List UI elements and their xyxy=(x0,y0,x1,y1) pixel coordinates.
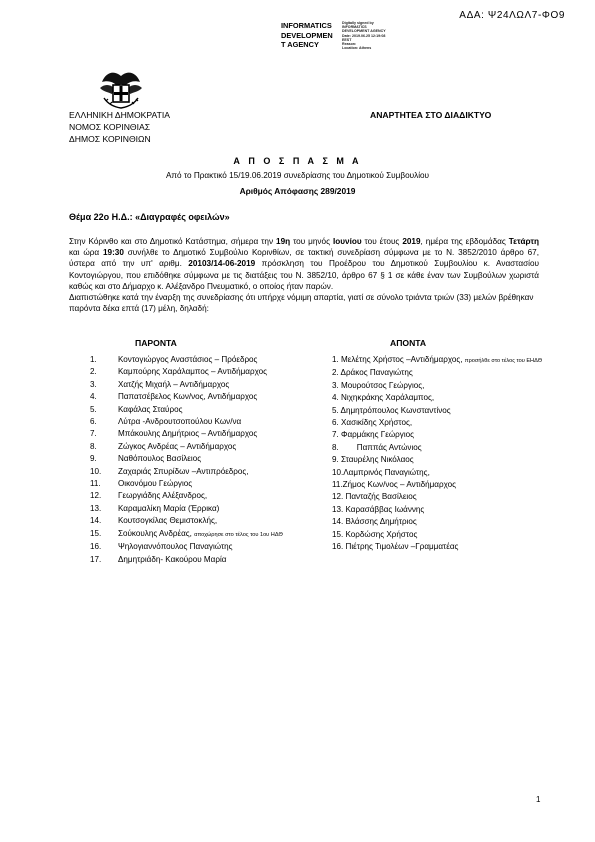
document-subtitle: Από το Πρακτικό 15/19.06.2019 συνεδρίασης του Δημοτικού Συμβουλίου xyxy=(165,171,430,180)
list-item xyxy=(90,354,320,366)
list-item: 12. Πανταζής Βασίλειος xyxy=(332,492,417,502)
list-item xyxy=(90,515,320,527)
issuer-line: ΕΛΛΗΝΙΚΗ ΔΗΜΟΚΡΑΤΙΑ xyxy=(69,110,170,120)
absent-list xyxy=(332,354,557,554)
member-name: Ζώγκος Ανδρέας – Αντιδήμαρχος xyxy=(118,441,237,451)
absent-heading: ΑΠΟΝΤΑ xyxy=(390,338,427,348)
list-item: 11.Ζήμος Κων/νος – Αντιδήμαρχος xyxy=(332,480,457,490)
item-number: 17. xyxy=(90,554,102,564)
page-number: 1 xyxy=(536,795,541,804)
member-name: Ζαχαριάς Σπυρίδων –Αντιπρόεδρος, xyxy=(118,466,249,476)
member-name: 1. Μελέτης Χρήστος –Αντιδήμαρχος, xyxy=(332,355,465,364)
signature-detail-line: Date: 2019.06.25 12:19:08 xyxy=(342,33,386,38)
member-name: Καραμαλίκη Μαρία (Έρρικα) xyxy=(118,503,220,513)
item-number: 13. xyxy=(90,503,102,513)
text-span: πρόσκληση του Προέδρου του Δημοτικού Συμβουλίου κ. Αναστασίου Κοντογιώργου, που επιδόθηκε σύμφωνα με τις διατάξεις του Ν. 3852/10, άρθρο 67 § 1 σε κάθε έναν των Συμβούλων χωριστά καθώς και στο Δήμαρχο κ. Αλέξανδρο Πνευματικό, ο οποίος ήταν παρών. xyxy=(69,259,539,291)
item-number: 10. xyxy=(90,466,102,476)
member-name: Ψηλογιαννόπουλος Παναγιώτης xyxy=(118,542,233,552)
member-name: Καμπούρης Χαράλαμπος – Αντιδήμαρχος xyxy=(118,367,268,377)
present-heading: ΠΑΡΟΝΤΑ xyxy=(135,338,177,348)
item-number: 8. xyxy=(90,441,97,451)
item-number: 4. xyxy=(90,392,97,402)
ada-code: ΑΔΑ: Ψ24ΛΩΛ7-ΦΟ9 xyxy=(459,10,565,21)
item-number: 16. xyxy=(90,542,102,552)
list-item: 15. Κορδώσης Χρήστος xyxy=(332,529,418,539)
decision-number: Αριθμός Απόφασης 289/2019 xyxy=(239,186,356,196)
list-item xyxy=(90,490,320,502)
list-item: 6. Χασικίδης Χρήστος, xyxy=(332,418,413,428)
item-number: 15. xyxy=(90,528,102,538)
item-number: 7. xyxy=(90,429,97,439)
issuer-line: ΔΗΜΟΣ ΚΟΡΙΝΘΙΩΝ xyxy=(69,134,151,144)
signature-agency-line: INFORMATICS xyxy=(281,21,332,30)
paragraph-quorum: Διαπιστώθηκε κατά την έναρξη της συνεδρίασης ότι υπήρχε νόμιμη απαρτία, γιατί σε σύνολο τριάντα τριών (33) μελών βρέθηκαν παρόντα δέκα επτά (17) μέλη, δηλαδή: xyxy=(69,293,534,314)
list-item xyxy=(90,453,320,465)
posting-notice: ΑΝΑΡΤΗΤΕΑ ΣΤΟ ΔΙΑΔΙΚΤΥΟ xyxy=(370,110,492,120)
list-item: 5. Δημητρόπουλος Κωνσταντίνος xyxy=(332,405,451,415)
item-number: 1. xyxy=(90,355,97,364)
list-item: 3. Μουρούτσος Γεώργιος, xyxy=(332,380,425,390)
list-item: 14. Βλάσσης Δημήτριος xyxy=(332,517,417,527)
meeting-day: 19η xyxy=(276,237,291,246)
list-item xyxy=(90,416,320,428)
item-number: 11. xyxy=(90,479,101,489)
list-item xyxy=(90,441,320,453)
text-span: και ώρα xyxy=(69,248,103,258)
item-number: 6. xyxy=(90,417,97,427)
issuer-line: ΝΟΜΟΣ ΚΟΡΙΝΘΙΑΣ xyxy=(69,122,151,132)
list-item: 13. Καρασάββας Ιωάννης xyxy=(332,504,425,514)
list-item: 9. Σταυρέλης Νικόλαος xyxy=(332,455,414,465)
list-item xyxy=(90,478,320,490)
signature-details xyxy=(342,21,392,50)
item-number: 12. xyxy=(90,491,102,501)
list-item: 2. Δράκος Παναγιώτης xyxy=(332,368,413,378)
signature-detail-line: EEST xyxy=(342,37,352,42)
text-span: Στην Κόρινθο και στο Δημοτικό Κατάστημα, σήμερα την xyxy=(69,237,277,246)
signature-detail-line: INFORMATICS xyxy=(342,25,367,30)
meeting-year: 2019 xyxy=(402,237,421,246)
item-number: 9. xyxy=(90,454,97,464)
list-item xyxy=(90,428,320,440)
subject-line: Θέμα 22ο Η.Δ.: «Διαγραφές οφειλών» xyxy=(69,212,230,222)
member-name: Δημητριάδη- Κακούρου Μαρία xyxy=(118,554,227,564)
signature-detail-line: Digitally signed by xyxy=(342,21,374,25)
invitation-ref: 20103/14-06-2019 xyxy=(188,259,256,269)
signature-detail-line: Location: Athens xyxy=(342,46,372,51)
list-item: 10.Λαμπρινός Παναγιώτης, xyxy=(332,467,430,477)
list-item xyxy=(90,528,320,541)
member-name: Καφάλας Σταύρος xyxy=(118,404,183,414)
text-span: του μηνός xyxy=(290,237,333,246)
item-number: 2. xyxy=(90,367,97,377)
paragraph-opening xyxy=(69,236,539,292)
list-item xyxy=(90,503,320,515)
list-item: 8. Παππάς Αντώνιος xyxy=(332,442,422,452)
list-item xyxy=(90,391,320,403)
meeting-weekday: Τετάρτη xyxy=(508,237,540,246)
meeting-time: 19:30 xyxy=(102,248,124,258)
meeting-month: Ιουνίου xyxy=(332,237,362,246)
present-list xyxy=(90,354,320,566)
member-name: Κουτσογκίλας Θεμιστοκλής, xyxy=(118,516,218,526)
list-item xyxy=(90,554,320,566)
signature-detail-line: DEVELOPMENT AGENCY xyxy=(342,29,386,34)
list-item xyxy=(90,379,320,391)
text-span: , ημέρα της εβδομάδας xyxy=(420,237,509,246)
item-number: 3. xyxy=(90,379,97,389)
signature-agency-line: DEVELOPMEN xyxy=(281,30,333,40)
list-item: 4. Νιχηκράκης Χαράλαμπος, xyxy=(332,393,435,403)
signature-agency-name xyxy=(281,21,341,50)
text-span: του έτους xyxy=(361,237,403,246)
member-name: Γεωργιάδης Αλέξανδρος, xyxy=(118,491,208,501)
member-name: Οικονόμου Γεώργιος xyxy=(118,479,193,489)
list-item xyxy=(90,541,320,553)
list-item xyxy=(90,404,320,416)
item-number: 5. xyxy=(90,404,97,414)
item-number: 14. xyxy=(90,516,102,526)
body-text xyxy=(69,236,539,314)
signature-detail-line: Reason: xyxy=(342,42,357,47)
signature-agency-line: T AGENCY xyxy=(281,40,319,49)
list-item: 16. Πιέτρης Τιμολέων –Γραμματέας xyxy=(332,542,459,552)
member-name: Ναθόπουλος Βασίλειος xyxy=(118,454,202,464)
member-name: Σούκουλης Ανδρέας, xyxy=(118,528,195,538)
list-item xyxy=(90,366,320,378)
list-item: 7. Φαρμάκης Γεώργιος xyxy=(332,430,415,440)
greek-emblem-icon xyxy=(98,68,144,110)
member-name: Μπάκουλης Δημήτριος – Αντιδήμαρχος xyxy=(118,429,258,439)
member-name: Λύτρα -Ανδρουτσοπούλου Κων/να xyxy=(118,417,242,427)
member-note: αποχώρησε στο τέλος του 1ου ΗΔΘ xyxy=(194,531,283,538)
member-name: Χατζής Μιχαήλ – Αντιδήμαρχος xyxy=(118,379,230,389)
member-note: προσήλθε στο τέλος του ΕΗΔΘ xyxy=(464,358,543,364)
issuer-block xyxy=(69,109,170,145)
list-item xyxy=(332,354,557,367)
member-name: Κοντογιώργος Αναστάσιος – Πρόεδρος xyxy=(118,355,258,364)
text-span: συνήλθε το Δημοτικό Συμβούλιο Κορινθίων, σε τακτική συνεδρίαση σύμφωνα με το Ν. 3852/2010 άρθρο 67, ύστερα από την υπ' αριθμ. xyxy=(69,248,539,269)
document-title: Α Π Ο Σ Π Α Σ Μ Α xyxy=(233,156,362,166)
member-name: Παπατσέβελος Κων/νος, Αντιδήμαρχος xyxy=(118,392,258,402)
list-item xyxy=(90,466,320,478)
